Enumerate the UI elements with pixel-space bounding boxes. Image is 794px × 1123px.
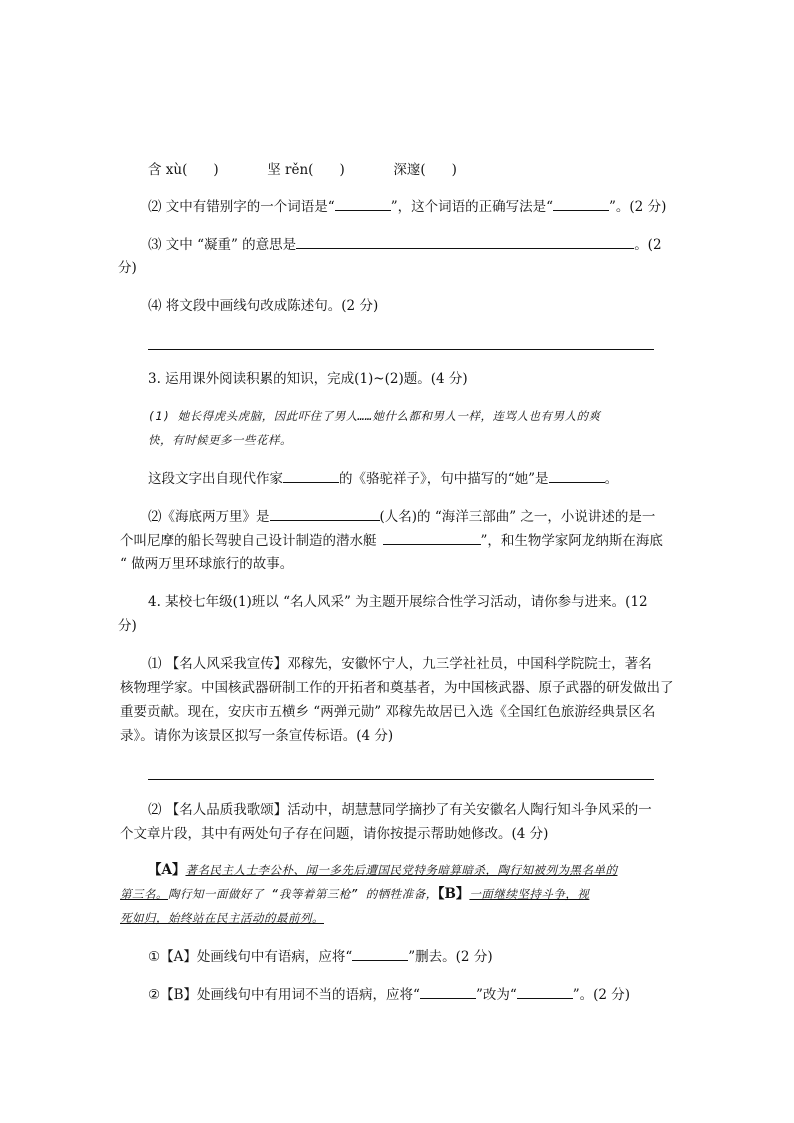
underlined-sentence-a: 著名民主人士李公朴、闻一多先后遭国民党特务暗算暗杀，陶行知被列为黑名单的: [185, 863, 618, 877]
q3-excerpt-line-2: 快，有时候更多一些花样。: [148, 433, 292, 447]
passage-line-3: 死如归，始终站在民主活动的最前列。: [120, 911, 324, 925]
answer-1: ①【A】处画线句中有语病，应将“ ”删去。(2 分): [148, 946, 493, 967]
answer-blank[interactable]: [352, 946, 408, 961]
pinyin-item-2: 坚 rěn(: [267, 162, 314, 178]
answer-blank[interactable]: [517, 984, 573, 999]
q4-p1-line-2: 核物理学家。中国核武器研制工作的开拓者和奠基者，为中国核武器、原子武器的研发做出了: [120, 680, 674, 696]
answer-blank[interactable]: [283, 468, 339, 483]
answer-2: ②【B】处画线句中有用词不当的语病，应将“ ”改为“ ”。(2 分): [148, 984, 630, 1005]
q2-sub3-cont: 分): [118, 260, 137, 276]
q4-p2-line-1: ⑵ 【名人品质我歌颂】活动中，胡慧慧同学摘抄了有关安徽名人陶行知斗争风采的一: [148, 802, 652, 818]
pinyin-item-1: 含 xù(: [148, 162, 188, 178]
q3-heading: 3. 运用课外阅读积累的知识，完成(1)~(2)题。(4 分): [148, 371, 468, 387]
q4-p1-line-4: 录》。请你为该景区拟写一条宣传标语。(4 分): [120, 728, 394, 744]
answer-blank[interactable]: [270, 506, 380, 521]
q3-sub2-line-2: 个叫尼摩的船长驾驶自己设计制造的潜水艇 ”，和生物学家阿龙纳斯在海底: [120, 530, 663, 551]
passage-line-1: [148, 860, 617, 880]
answer-blank[interactable]: [335, 196, 391, 211]
q4-p2-line-2: 个文章片段，其中有两处句子存在问题，请你按提示帮助她修改。(4 分): [120, 826, 549, 842]
underlined-sentence-b: 一面继续坚持斗争，视: [469, 887, 590, 901]
pinyin-line: 含 xù( ) 坚 rěn( ) 深邃( ): [148, 162, 457, 178]
answer-line[interactable]: [148, 349, 654, 350]
q2-sub4: ⑷ 将文段中画线句改成陈述句。(2 分): [148, 298, 379, 314]
q2-sub3: ⑶ 文中 “凝重” 的意思是 。(2: [148, 234, 662, 255]
passage-line-2: 第三名。陶行知一面做好了 “我等着第三枪” 的牺牲准备，【B】一面继续坚持斗争，视: [120, 886, 590, 902]
answer-blank[interactable]: [420, 984, 476, 999]
q2-sub2: ⑵ 文中有错别字的一个词语是“ ”，这个词语的正确写法是“ ”。(2 分): [148, 196, 666, 217]
tag-b: 【B】: [437, 886, 470, 902]
answer-line[interactable]: [148, 779, 654, 780]
q4-heading: 4. 某校七年级(1)班以 “名人风采” 为主题开展综合性学习活动，请你参与进来。(12: [148, 594, 648, 610]
answer-blank[interactable]: [549, 468, 605, 483]
answer-blank[interactable]: [383, 530, 481, 545]
tag-a: 【A】: [148, 862, 186, 878]
pinyin-item-3: 深邃(: [393, 162, 426, 178]
answer-blank[interactable]: [296, 234, 634, 249]
q4-p1-line-1: ⑴ 【名人风采我宣传】邓稼先，安徽怀宁人，九三学社社员，中国科学院院士，著名: [148, 656, 652, 672]
q3-sub2-line-3: “ 做两万里环球旅行的故事。: [120, 556, 294, 572]
q3-excerpt-line-1: (1) 她长得虎头虎脑，因此吓住了男人……她什么都和男人一样，连骂人也有男人的爽: [148, 409, 601, 423]
q3-sub2-line-1: ⑵《海底两万里》是 (人名)的 “海洋三部曲” 之一，小说讲述的是一: [148, 506, 655, 527]
q4-p1-line-3: 重要贡献。现在，安庆市五横乡 “两弹元勋” 邓稼先故居已入选《全国红色旅游经典景区名: [120, 704, 656, 720]
q4-heading-cont: 分): [118, 618, 137, 634]
q3-fill-1: 这段文字出自现代作家 的《骆驼祥子》，句中描写的“她”是 。: [148, 468, 618, 489]
answer-blank[interactable]: [553, 196, 609, 211]
